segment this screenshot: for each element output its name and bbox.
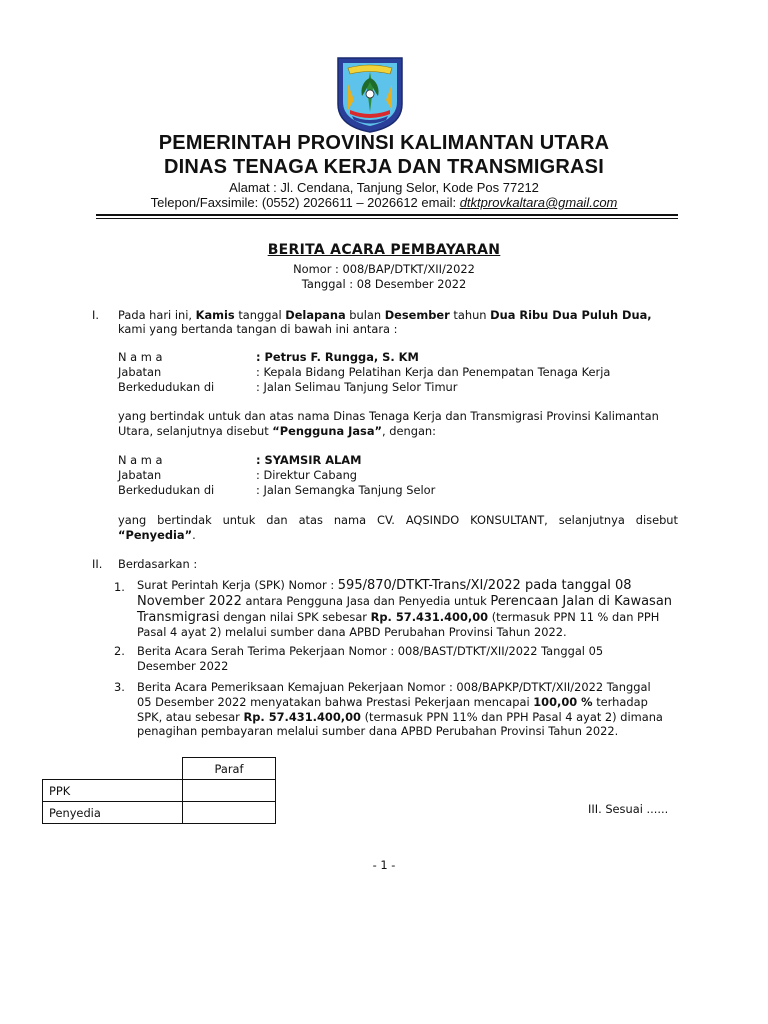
provincial-emblem-logo xyxy=(334,54,406,134)
header-contact xyxy=(0,195,768,210)
party1-label-kedudukan: Berkedudukan di xyxy=(118,380,215,394)
paraf-signature-cell xyxy=(183,802,276,824)
party2-role-line1: yang bertindak untuk dan atas nama CV. AQSINDO KONSULTANT, selanjutnya disebut xyxy=(118,513,678,527)
paraf-table-corner xyxy=(43,758,183,780)
pengguna-jasa-term: “Pengguna Jasa” xyxy=(272,424,383,438)
party1-kedudukan: : Jalan Selimau Tanjung Selor Timur xyxy=(256,380,458,394)
document-number: Nomor : 008/BAP/DTKT/XII/2022 xyxy=(293,262,475,276)
item-2-line2: Desember 2022 xyxy=(137,659,229,673)
party2-kedudukan: : Jalan Semangka Tanjung Selor xyxy=(256,483,436,497)
table-row xyxy=(43,780,276,802)
party1-label-jabatan: Jabatan xyxy=(118,365,162,379)
paraf-table-header-row xyxy=(43,758,276,780)
table-row xyxy=(43,802,276,824)
party2-label-jabatan: Jabatan xyxy=(118,468,162,482)
party2-label-nama: N a m a xyxy=(118,453,163,467)
item-1-line1: Surat Perintah Kerja (SPK) Nomor : 595/870/DTKT-Trans/XI/2022 pada tanggal 08 xyxy=(137,578,632,593)
section-2-number: II. xyxy=(92,557,103,571)
item-2-number: 2. xyxy=(114,644,125,658)
item-3-line1: Berita Acara Pemeriksaan Kemajuan Pekerjaan Nomor : 008/BAPKP/DTKT/XII/2022 Tanggal xyxy=(137,680,651,694)
header-email: dtktprovkaltara@gmail.com xyxy=(459,195,618,210)
header-phone: Telepon/Faxsimile: (0552) 2026611 – 2026612 email: xyxy=(150,195,460,210)
item-3-line2: 05 Desember 2022 menyatakan bahwa Prestasi Pekerjaan mencapai 100,00 % terhadap xyxy=(137,695,648,709)
party1-role-line2: Utara, selanjutnya disebut “Pengguna Jasa”, dengan: xyxy=(118,424,436,438)
paraf-table xyxy=(42,757,276,824)
paraf-row-label: Penyedia xyxy=(43,802,183,824)
party2-nama: : SYAMSIR ALAM xyxy=(256,453,362,467)
paraf-row-label: PPK xyxy=(43,780,183,802)
section-1-number: I. xyxy=(92,308,99,322)
header-government-name: PEMERINTAH PROVINSI KALIMANTAN UTARA xyxy=(158,132,610,154)
item-3-line4: penagihan pembayaran melalui sumber dana APBD Perubahan Provinsi Tahun 2022. xyxy=(137,724,619,738)
penyedia-term: “Penyedia” xyxy=(118,528,193,542)
document-date: Tanggal : 08 Desember 2022 xyxy=(301,277,467,291)
item-3-number: 3. xyxy=(114,680,125,694)
item-2-line1: Berita Acara Serah Terima Pekerjaan Nomor : 008/BAST/DTKT/XII/2022 Tanggal 05 xyxy=(137,644,604,658)
party1-label-nama: N a m a xyxy=(118,350,163,364)
party2-jabatan: : Direktur Cabang xyxy=(256,468,358,482)
header-address: Alamat : Jl. Cendana, Tanjung Selor, Kode Pos 77212 xyxy=(229,180,539,195)
header-divider-thick xyxy=(96,214,678,216)
header-divider-thin xyxy=(96,218,678,219)
section-2-heading: Berdasarkan : xyxy=(118,557,198,571)
continuation-note: III. Sesuai ...... xyxy=(588,802,669,816)
page-number: - 1 - xyxy=(372,858,396,872)
header-agency-name: DINAS TENAGA KERJA DAN TRANSMIGRASI xyxy=(164,156,604,178)
document-title: BERITA ACARA PEMBAYARAN xyxy=(267,242,501,258)
item-3-line3: SPK, atau sebesar Rp. 57.431.400,00 (termasuk PPN 11% dan PPH Pasal 4 ayat 2) dimana xyxy=(137,710,663,724)
party1-role-line1: yang bertindak untuk dan atas nama Dinas Tenaga Kerja dan Transmigrasi Provinsi Kalimantan xyxy=(118,409,659,423)
item-1-line2: November 2022 antara Pengguna Jasa dan Penyedia untuk Perencaan Jalan di Kawasan xyxy=(137,594,673,609)
item-1-line3: Transmigrasi dengan nilai SPK sebesar Rp. 57.431.400,00 (termasuk PPN 11 % dan PPH xyxy=(137,610,660,625)
party2-label-kedudukan: Berkedudukan di xyxy=(118,483,215,497)
item-1-number: 1. xyxy=(114,580,125,594)
party1-jabatan: : Kepala Bidang Pelatihan Kerja dan Penempatan Tenaga Kerja xyxy=(256,365,611,379)
paraf-signature-cell xyxy=(183,780,276,802)
party1-nama: : Petrus F. Rungga, S. KM xyxy=(256,350,419,364)
party2-role-line2: “Penyedia”. xyxy=(118,528,196,542)
section-1-opening: Pada hari ini, Kamis tanggal Delapana bulan Desember tahun Dua Ribu Dua Puluh Dua, xyxy=(118,308,652,322)
item-1-line4: Pasal 4 ayat 2) melalui sumber dana APBD Perubahan Provinsi Tahun 2022. xyxy=(137,625,567,639)
section-1-line2: kami yang bertanda tangan di bawah ini antara : xyxy=(118,322,398,336)
paraf-header: Paraf xyxy=(183,758,276,780)
